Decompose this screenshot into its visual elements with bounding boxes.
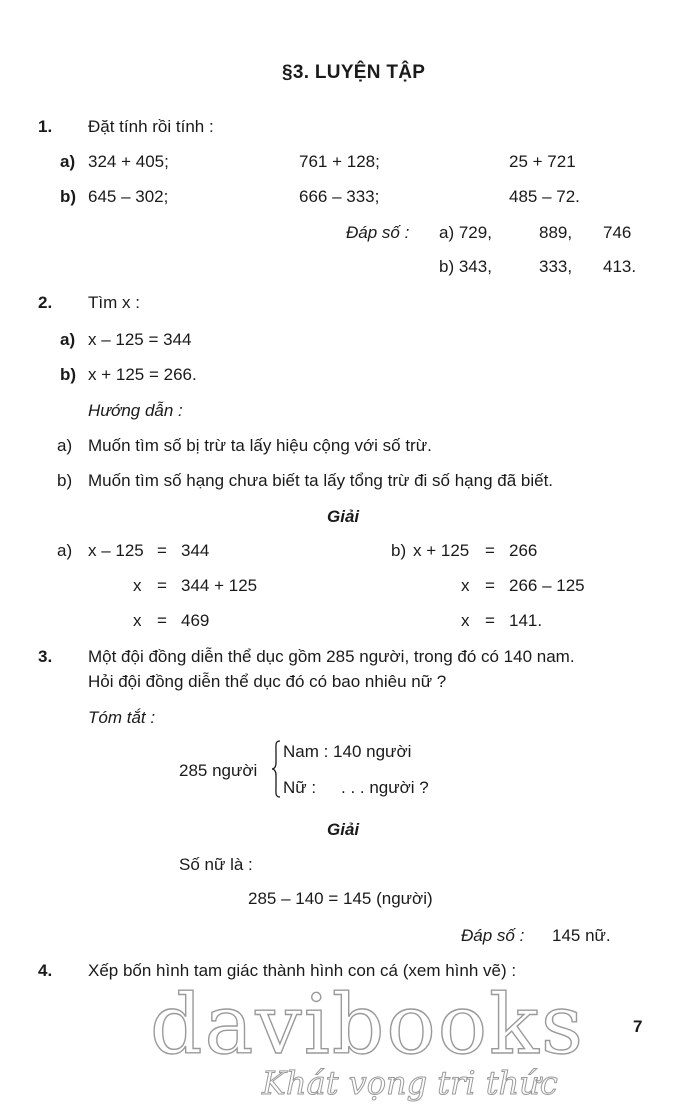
q2-sol-a-row1-rhs: 344 (181, 541, 210, 560)
q3-summary-male: Nam : 140 người (283, 742, 412, 761)
q3-summary-female-label: Nữ : (283, 778, 317, 797)
q1-answer-b-2: 333, (539, 257, 573, 276)
q2-sol-b-row1-eq: = (485, 541, 495, 560)
q4-text: Xếp bốn hình tam giác thành hình con cá (xem hình vẽ) : (88, 961, 517, 980)
watermark-slogan: Khát vọng tri thức (262, 1064, 558, 1102)
q3-final-label: Đáp số : (461, 926, 525, 945)
q2-sol-b-row1-rhs: 266 (509, 541, 538, 560)
q2b-label: b) (60, 365, 77, 384)
q1-answer-a-2: 889, (539, 223, 573, 242)
watermark-logo: davibooks (150, 978, 585, 1073)
q2-sol-b-row2-lhs: x (461, 576, 470, 595)
q2-sol-b-row3-lhs: x (461, 611, 470, 630)
q2-sol-a-label: a) (57, 541, 73, 560)
q4-number: 4. (38, 961, 53, 980)
q3-summary-female-value: . . . người ? (341, 778, 429, 797)
q2-sol-b-label: b) (391, 541, 407, 560)
q1b-item-3: 485 – 72. (509, 187, 580, 206)
q2-sol-a-row2-rhs: 344 + 125 (181, 576, 258, 595)
q3-text-line2: Hỏi đội đồng diễn thể dục đó có bao nhiêu nữ ? (88, 672, 447, 691)
q2-sol-b-row3-rhs: 141. (509, 611, 543, 630)
q2-hint-b-label: b) (57, 471, 73, 490)
q2-sol-b-row2-rhs: 266 – 125 (509, 576, 585, 595)
q2-sol-a-row3-rhs: 469 (181, 611, 210, 630)
q1a-item-3: 25 + 721 (509, 152, 576, 171)
q2-sol-b-row3-eq: = (485, 611, 495, 630)
q2-prompt: Tìm x : (88, 293, 140, 312)
q1a-label: a) (60, 152, 76, 171)
q2-number: 2. (38, 293, 53, 312)
q2a-label: a) (60, 330, 76, 349)
q2-solution-heading: Giải (327, 507, 360, 526)
q2-hint-label: Hướng dẫn : (88, 401, 183, 420)
q3-text-line1: Một đội đồng diễn thể dục gồm 285 người, trong đó có 140 nam. (88, 647, 575, 666)
q1b-item-1: 645 – 302; (88, 187, 169, 206)
q3-final-value: 145 nữ. (552, 926, 611, 945)
q3-summary-total: 285 người (179, 761, 258, 780)
page-number: 7 (633, 1017, 643, 1036)
q1-prompt: Đặt tính rồi tính : (88, 117, 214, 136)
q1b-item-2: 666 – 333; (299, 187, 380, 206)
q1-answer-a-3: 746 (603, 223, 632, 242)
q1a-item-2: 761 + 128; (299, 152, 380, 171)
q2-sol-a-row1-eq: = (157, 541, 167, 560)
q1-number: 1. (38, 117, 53, 136)
q1-answer-label: Đáp số : (346, 223, 410, 242)
page-title: §3. LUYỆN TẬP (282, 62, 426, 83)
q1-answer-a-1: a) 729, (439, 223, 492, 242)
q3-answer-intro: Số nữ là : (179, 855, 253, 874)
q1a-item-1: 324 + 405; (88, 152, 169, 171)
q3-calculation: 285 – 140 = 145 (người) (248, 889, 433, 908)
q2-sol-a-row3-eq: = (157, 611, 167, 630)
q2-sol-a-row2-lhs: x (133, 576, 142, 595)
q2a-equation: x – 125 = 344 (88, 330, 192, 349)
q3-number: 3. (38, 647, 53, 666)
q2-sol-a-row2-eq: = (157, 576, 167, 595)
q2-hint-b-text: Muốn tìm số hạng chưa biết ta lấy tổng trừ đi số hạng đã biết. (88, 471, 554, 490)
q1-answer-b-1: b) 343, (439, 257, 492, 276)
q2-sol-a-row1-lhs: x – 125 (88, 541, 144, 560)
q2-sol-b-row1-lhs: x + 125 (413, 541, 470, 560)
q2-sol-b-row2-eq: = (485, 576, 495, 595)
q3-solution-heading: Giải (327, 820, 360, 839)
q2-hint-a-text: Muốn tìm số bị trừ ta lấy hiệu cộng với số trừ. (88, 436, 432, 455)
curly-brace-icon (271, 740, 281, 798)
q1b-label: b) (60, 187, 77, 206)
q2-hint-a-label: a) (57, 436, 73, 455)
q3-summary-label: Tóm tắt : (88, 708, 156, 727)
q2-sol-a-row3-lhs: x (133, 611, 142, 630)
q1-answer-b-3: 413. (603, 257, 637, 276)
q2b-equation: x + 125 = 266. (88, 365, 197, 384)
